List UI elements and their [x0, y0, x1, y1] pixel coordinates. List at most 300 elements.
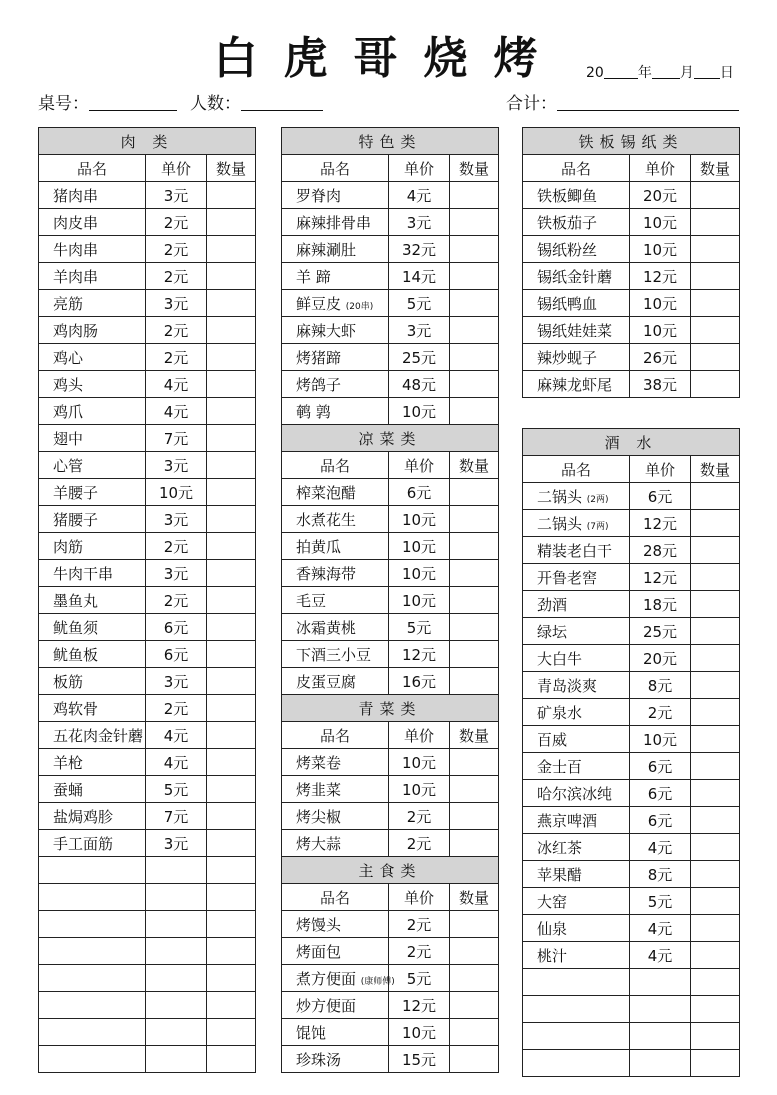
quantity-cell[interactable]	[450, 344, 499, 371]
item-price: 2元	[389, 911, 450, 938]
blank-price-cell[interactable]	[630, 1050, 691, 1077]
item-name-cell	[282, 236, 389, 263]
quantity-cell[interactable]	[450, 317, 499, 344]
quantity-cell[interactable]	[207, 803, 256, 830]
quantity-cell[interactable]	[691, 861, 740, 888]
quantity-cell[interactable]	[691, 915, 740, 942]
quantity-cell[interactable]	[207, 236, 256, 263]
quantity-cell[interactable]	[207, 722, 256, 749]
item-name: 心管	[53, 456, 84, 475]
quantity-cell[interactable]	[691, 699, 740, 726]
menu-item-row	[523, 371, 740, 398]
quantity-cell[interactable]	[450, 1046, 499, 1073]
blank-name-cell[interactable]	[523, 969, 630, 996]
item-name-cell	[523, 537, 630, 564]
blank-name-cell[interactable]	[523, 1050, 630, 1077]
blank-name-cell[interactable]	[39, 1046, 146, 1073]
quantity-cell[interactable]	[207, 398, 256, 425]
date-line	[586, 62, 734, 82]
menu-item-row	[39, 749, 256, 776]
item-name-cell	[282, 776, 389, 803]
quantity-cell[interactable]	[207, 371, 256, 398]
item-name-cell	[282, 560, 389, 587]
item-name: 猪肉串	[53, 186, 99, 205]
meat-section	[39, 128, 256, 1073]
name-header: 品名	[282, 452, 389, 479]
blank-price-cell[interactable]	[146, 857, 207, 884]
quantity-cell[interactable]	[450, 803, 499, 830]
item-name: 羊 蹄	[296, 267, 331, 286]
menu-item-row	[523, 780, 740, 807]
menu-item-row	[282, 911, 499, 938]
item-price: 4元	[630, 915, 691, 942]
item-name: 鸡头	[53, 375, 84, 394]
menu-item-row	[282, 479, 499, 506]
item-name-cell	[282, 506, 389, 533]
quantity-cell[interactable]	[450, 479, 499, 506]
menu-item-row	[282, 803, 499, 830]
item-name: 烤韭菜	[296, 780, 342, 799]
menu-item-row	[523, 317, 740, 344]
item-price: 16元	[389, 668, 450, 695]
menu-item-row	[39, 587, 256, 614]
item-name: 亮筋	[53, 294, 84, 313]
quantity-cell[interactable]	[450, 290, 499, 317]
item-price: 12元	[389, 992, 450, 1019]
section-title-row	[282, 425, 499, 452]
item-price: 10元	[389, 776, 450, 803]
item-name-cell	[39, 425, 146, 452]
item-name-cell	[282, 317, 389, 344]
menu-item-row	[39, 776, 256, 803]
blank-quantity-cell[interactable]	[207, 857, 256, 884]
item-name-cell	[523, 861, 630, 888]
item-name: 罗脊肉	[296, 186, 342, 205]
price-header: 单价	[146, 155, 207, 182]
blank-price-cell[interactable]	[630, 1023, 691, 1050]
quantity-cell[interactable]	[691, 510, 740, 537]
blank-price-cell[interactable]	[146, 1019, 207, 1046]
quantity-cell[interactable]	[450, 560, 499, 587]
item-note: (7两)	[586, 521, 609, 532]
vegetable-section	[282, 695, 499, 857]
blank-quantity-cell[interactable]	[207, 992, 256, 1019]
menu-item-row	[523, 209, 740, 236]
quantity-cell[interactable]	[450, 398, 499, 425]
item-price: 8元	[630, 861, 691, 888]
quantity-cell[interactable]	[691, 182, 740, 209]
item-name: 青岛淡爽	[537, 676, 598, 695]
item-price: 38元	[630, 371, 691, 398]
menu-item-row	[39, 641, 256, 668]
quantity-cell[interactable]	[207, 641, 256, 668]
quantity-cell[interactable]	[450, 965, 499, 992]
item-price: 3元	[146, 182, 207, 209]
item-price: 3元	[146, 668, 207, 695]
quantity-cell[interactable]	[691, 780, 740, 807]
quantity-cell[interactable]	[450, 911, 499, 938]
quantity-cell[interactable]	[691, 236, 740, 263]
item-name-cell	[39, 263, 146, 290]
blank-quantity-cell[interactable]	[691, 1050, 740, 1077]
item-name-cell	[39, 533, 146, 560]
quantity-cell[interactable]	[691, 564, 740, 591]
quantity-cell[interactable]	[450, 668, 499, 695]
quantity-cell[interactable]	[691, 672, 740, 699]
quantity-cell[interactable]	[450, 938, 499, 965]
item-name-cell	[39, 398, 146, 425]
quantity-cell[interactable]	[450, 587, 499, 614]
blank-quantity-cell[interactable]	[207, 911, 256, 938]
quantity-cell[interactable]	[207, 533, 256, 560]
menu-item-row	[282, 668, 499, 695]
quantity-cell[interactable]	[450, 641, 499, 668]
item-price: 12元	[389, 641, 450, 668]
blank-row	[523, 1050, 740, 1077]
item-name: 开鲁老窖	[537, 568, 598, 587]
quantity-cell[interactable]	[207, 506, 256, 533]
quantity-cell[interactable]	[691, 834, 740, 861]
menu-item-row	[39, 506, 256, 533]
item-name-cell	[39, 452, 146, 479]
name-header: 品名	[523, 456, 630, 483]
blank-quantity-cell[interactable]	[207, 938, 256, 965]
quantity-cell[interactable]	[207, 776, 256, 803]
quantity-cell[interactable]	[207, 830, 256, 857]
quantity-cell[interactable]	[207, 560, 256, 587]
quantity-cell[interactable]	[691, 317, 740, 344]
quantity-cell[interactable]	[691, 290, 740, 317]
blank-quantity-cell[interactable]	[207, 884, 256, 911]
item-price: 10元	[630, 290, 691, 317]
item-name-cell	[523, 726, 630, 753]
item-price: 3元	[146, 830, 207, 857]
item-name: 绿坛	[537, 622, 568, 641]
table-number-field[interactable]	[38, 89, 177, 114]
people-count-field[interactable]	[190, 89, 323, 114]
item-price: 6元	[630, 780, 691, 807]
item-name: 锡纸娃娃菜	[537, 321, 613, 340]
item-price: 10元	[389, 506, 450, 533]
item-name: 精装老白干	[537, 541, 613, 560]
blank-name-cell[interactable]	[39, 857, 146, 884]
item-name-cell	[523, 263, 630, 290]
column-header-row	[39, 155, 256, 182]
quantity-cell[interactable]	[207, 749, 256, 776]
blank-row	[39, 911, 256, 938]
menu-item-row	[282, 938, 499, 965]
item-price: 2元	[146, 209, 207, 236]
item-name: 铁板茄子	[537, 213, 598, 232]
blank-row	[39, 938, 256, 965]
blank-quantity-cell[interactable]	[691, 996, 740, 1023]
meat-table	[38, 127, 256, 1073]
menu-item-row	[282, 344, 499, 371]
quantity-cell[interactable]	[450, 182, 499, 209]
table-number-label: 桌号：	[38, 94, 89, 114]
quantity-cell[interactable]	[691, 263, 740, 290]
blank-name-cell[interactable]	[39, 965, 146, 992]
item-note: (20串)	[345, 301, 374, 312]
qty-header: 数量	[450, 452, 499, 479]
item-name-cell	[39, 317, 146, 344]
item-name-cell	[523, 510, 630, 537]
item-name: 鸡软骨	[53, 699, 99, 718]
item-price: 5元	[389, 290, 450, 317]
item-name-cell	[523, 483, 630, 510]
date-month-label: 月	[679, 65, 694, 81]
quantity-cell[interactable]	[450, 533, 499, 560]
item-name: 蚕蛹	[53, 780, 84, 799]
item-price: 5元	[630, 888, 691, 915]
item-name-cell	[282, 182, 389, 209]
qty-header: 数量	[691, 456, 740, 483]
item-price: 15元	[389, 1046, 450, 1073]
item-name: 百威	[537, 730, 568, 749]
quantity-cell[interactable]	[691, 591, 740, 618]
blank-name-cell[interactable]	[523, 996, 630, 1023]
quantity-cell[interactable]	[691, 344, 740, 371]
blank-price-cell[interactable]	[630, 969, 691, 996]
item-name: 麻辣大虾	[296, 321, 357, 340]
quantity-cell[interactable]	[207, 425, 256, 452]
quantity-cell[interactable]	[450, 506, 499, 533]
item-price: 2元	[146, 695, 207, 722]
item-name: 麻辣涮肚	[296, 240, 357, 259]
menu-item-row	[523, 672, 740, 699]
item-name-cell	[282, 398, 389, 425]
quantity-cell[interactable]	[691, 618, 740, 645]
blank-price-cell[interactable]	[146, 884, 207, 911]
quantity-cell[interactable]	[207, 263, 256, 290]
blank-row	[39, 1019, 256, 1046]
menu-item-row	[523, 861, 740, 888]
quantity-cell[interactable]	[450, 749, 499, 776]
quantity-cell[interactable]	[207, 182, 256, 209]
blank-price-cell[interactable]	[146, 911, 207, 938]
quantity-cell[interactable]	[450, 209, 499, 236]
blank-price-cell[interactable]	[630, 996, 691, 1023]
quantity-cell[interactable]	[450, 614, 499, 641]
section-title-row	[523, 128, 740, 155]
blank-quantity-cell[interactable]	[691, 969, 740, 996]
quantity-cell[interactable]	[450, 263, 499, 290]
item-price: 18元	[630, 591, 691, 618]
quantity-cell[interactable]	[450, 236, 499, 263]
menu-item-row	[523, 344, 740, 371]
item-name-cell	[282, 911, 389, 938]
item-name: 铁板鲫鱼	[537, 186, 598, 205]
quantity-cell[interactable]	[207, 290, 256, 317]
blank-quantity-cell[interactable]	[207, 1046, 256, 1073]
item-name: 麻辣龙虾尾	[537, 375, 613, 394]
item-price: 5元	[389, 614, 450, 641]
item-name-cell	[282, 965, 395, 992]
item-name-cell	[282, 479, 389, 506]
quantity-cell[interactable]	[691, 645, 740, 672]
quantity-cell[interactable]	[691, 209, 740, 236]
item-name: 鸡爪	[53, 402, 84, 421]
blank-name-cell[interactable]	[39, 911, 146, 938]
name-header: 品名	[523, 155, 630, 182]
item-name: 五花肉金针蘑	[53, 726, 144, 745]
blank-row	[39, 857, 256, 884]
total-field[interactable]	[506, 89, 739, 114]
blank-price-cell[interactable]	[146, 965, 207, 992]
item-name: 下酒三小豆	[296, 645, 372, 664]
blank-price-cell[interactable]	[146, 1046, 207, 1073]
blank-row	[523, 1023, 740, 1050]
item-price: 2元	[146, 587, 207, 614]
price-header: 单价	[389, 722, 450, 749]
column-header-row	[523, 456, 740, 483]
item-price: 7元	[146, 425, 207, 452]
quantity-cell[interactable]	[207, 452, 256, 479]
blank-name-cell[interactable]	[523, 1023, 630, 1050]
qty-header: 数量	[207, 155, 256, 182]
quantity-cell[interactable]	[207, 317, 256, 344]
menu-item-row	[39, 209, 256, 236]
price-header: 单价	[389, 452, 450, 479]
item-name-cell	[523, 942, 630, 969]
item-name: 水煮花生	[296, 510, 357, 529]
item-price: 32元	[389, 236, 450, 263]
item-price: 2元	[389, 938, 450, 965]
iron-plate-table	[522, 127, 740, 398]
quantity-cell[interactable]	[207, 209, 256, 236]
blank-quantity-cell[interactable]	[691, 1023, 740, 1050]
item-name: 大白牛	[537, 649, 583, 668]
item-price: 6元	[389, 479, 450, 506]
menu-item-row	[39, 371, 256, 398]
middle-column-table	[281, 127, 499, 1073]
item-name-cell	[282, 641, 389, 668]
menu-item-row	[523, 645, 740, 672]
item-name: 炒方便面	[296, 996, 357, 1015]
menu-item-row	[39, 452, 256, 479]
quantity-cell[interactable]	[691, 888, 740, 915]
item-name: 煮方便面	[296, 969, 357, 988]
item-name: 烤猪蹄	[296, 348, 342, 367]
quantity-cell[interactable]	[207, 668, 256, 695]
menu-item-row	[282, 506, 499, 533]
item-price: 10元	[389, 1019, 450, 1046]
menu-item-row	[282, 371, 499, 398]
menu-item-row	[282, 236, 499, 263]
item-name-cell	[39, 560, 146, 587]
blank-price-cell[interactable]	[146, 992, 207, 1019]
blank-quantity-cell[interactable]	[207, 965, 256, 992]
page-title: 白虎哥烧烤	[213, 33, 564, 84]
quantity-cell[interactable]	[450, 776, 499, 803]
blank-row	[39, 884, 256, 911]
item-name-cell	[282, 533, 389, 560]
item-name: 鸡心	[53, 348, 84, 367]
date-day-label: 日	[719, 65, 734, 81]
quantity-cell[interactable]	[691, 483, 740, 510]
item-price: 5元	[389, 965, 450, 992]
quantity-cell[interactable]	[207, 695, 256, 722]
people-count-label: 人数：	[190, 94, 241, 114]
special-section	[282, 128, 499, 425]
quantity-cell[interactable]	[450, 992, 499, 1019]
quantity-cell[interactable]	[450, 371, 499, 398]
item-name-cell	[282, 830, 389, 857]
column-header-row	[523, 155, 740, 182]
item-price: 3元	[389, 209, 450, 236]
item-price: 6元	[630, 753, 691, 780]
menu-item-row	[39, 533, 256, 560]
item-price: 12元	[630, 263, 691, 290]
qty-header: 数量	[450, 155, 499, 182]
item-name-cell	[39, 695, 146, 722]
menu-item-row	[282, 992, 499, 1019]
item-price: 10元	[146, 479, 207, 506]
item-name: 猪腰子	[53, 510, 99, 529]
quantity-cell[interactable]	[691, 537, 740, 564]
blank-price-cell[interactable]	[146, 938, 207, 965]
quantity-cell[interactable]	[691, 726, 740, 753]
quantity-cell[interactable]	[207, 479, 256, 506]
price-header: 单价	[630, 155, 691, 182]
item-name-cell	[523, 915, 630, 942]
item-price: 12元	[630, 564, 691, 591]
quantity-cell[interactable]	[450, 1019, 499, 1046]
item-name-cell	[523, 564, 630, 591]
quantity-cell[interactable]	[691, 371, 740, 398]
item-name-cell	[39, 668, 146, 695]
item-price: 10元	[389, 533, 450, 560]
blank-row	[523, 996, 740, 1023]
item-name: 羊腰子	[53, 483, 99, 502]
item-name: 香辣海带	[296, 564, 357, 583]
quantity-cell[interactable]	[207, 614, 256, 641]
item-name: 翅中	[53, 429, 84, 448]
blank-name-cell[interactable]	[39, 884, 146, 911]
item-name: 毛豆	[296, 591, 327, 610]
column-header-row	[282, 722, 499, 749]
name-header: 品名	[282, 722, 389, 749]
item-name: 鸡肉肠	[53, 321, 99, 340]
quantity-cell[interactable]	[691, 753, 740, 780]
blank-name-cell[interactable]	[39, 992, 146, 1019]
item-name-cell	[523, 834, 630, 861]
item-price: 10元	[630, 317, 691, 344]
menu-item-row	[39, 344, 256, 371]
item-name: 馄饨	[296, 1023, 327, 1042]
item-price: 20元	[630, 645, 691, 672]
quantity-cell[interactable]	[450, 830, 499, 857]
menu-item-row	[282, 614, 499, 641]
item-name: 鱿鱼板	[53, 645, 99, 664]
item-price: 4元	[630, 834, 691, 861]
iron-plate-section	[523, 128, 740, 398]
blank-name-cell[interactable]	[39, 938, 146, 965]
item-name-cell	[523, 371, 630, 398]
blank-name-cell[interactable]	[39, 1019, 146, 1046]
menu-item-row	[282, 587, 499, 614]
quantity-cell[interactable]	[691, 942, 740, 969]
quantity-cell[interactable]	[691, 807, 740, 834]
item-name: 烤鸽子	[296, 375, 342, 394]
quantity-cell[interactable]	[207, 344, 256, 371]
drinks-table	[522, 428, 740, 1077]
quantity-cell[interactable]	[207, 587, 256, 614]
menu-item-row	[523, 537, 740, 564]
blank-quantity-cell[interactable]	[207, 1019, 256, 1046]
menu-item-row	[39, 614, 256, 641]
item-name-cell	[523, 807, 630, 834]
